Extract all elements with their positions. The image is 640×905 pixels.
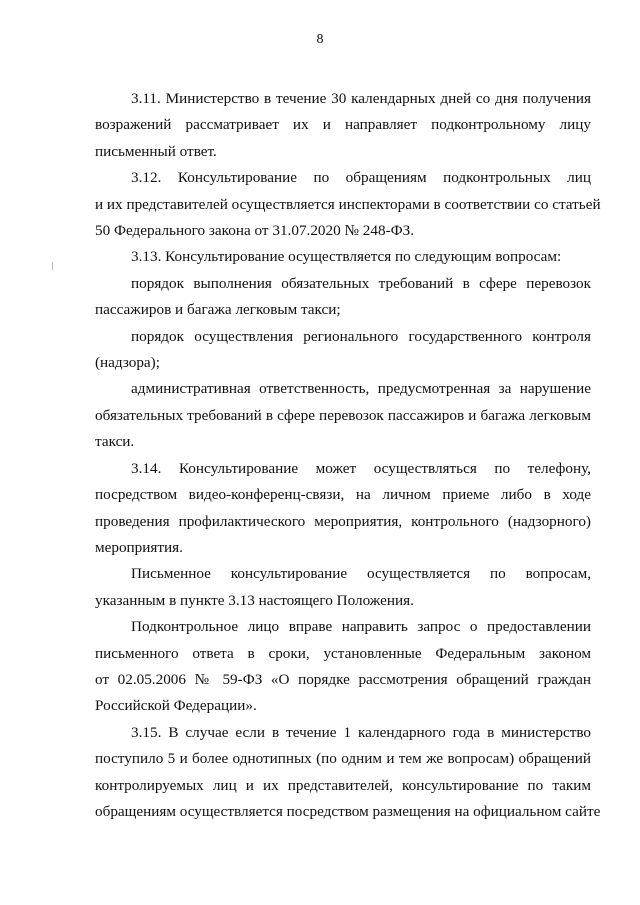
text-line: и их представителей осуществляется инспекторами в соответствии со статьей [95, 195, 601, 213]
text-line: 3.15. В случае если в течение 1 календарного года в министерство [131, 723, 591, 741]
text-line: 3.14. Консультирование может осуществляться по телефону, [131, 459, 591, 477]
paragraph-3-13-item-1 [95, 271, 591, 324]
text-line: поступило 5 и более однотипных (по одним и тем же вопросам) обращений [95, 750, 591, 768]
paragraph-3-12 [95, 165, 601, 244]
text-line: обязательных требований в сфере перевозок пассажиров и багажа легковым [95, 406, 591, 424]
page-number: 8 [316, 32, 324, 47]
text-line: Письменное консультирование осуществляется по вопросам, [131, 565, 591, 583]
paragraph-3-13-item-2 [95, 324, 591, 377]
text-line: 50 Федерального закона от 31.07.2020 № 248-ФЗ. [95, 222, 415, 240]
text-line: проведения профилактического мероприятия, контрольного (надзорного) [95, 512, 591, 530]
text-line: письменного ответа в сроки, установленные Федеральным законом [95, 644, 591, 662]
paragraph-3-13 [95, 244, 591, 270]
text-line: 3.12. Консультирование по обращениям подконтрольных лиц [131, 169, 591, 187]
margin-scan-mark [52, 262, 53, 270]
text-line: Российской Федерации». [95, 697, 257, 715]
text-line: порядок выполнения обязательных требований в сфере перевозок [131, 274, 591, 292]
text-line: мероприятия. [95, 538, 183, 556]
text-line: от 02.05.2006 № 59-ФЗ «О порядке рассмотрения обращений граждан [95, 670, 591, 688]
text-line: возражений рассматривает их и направляет подконтрольному лицу [95, 116, 591, 134]
text-line: обращениям осуществляется посредством размещения на официальном сайте [95, 802, 601, 820]
text-line: указанным в пункте 3.13 настоящего Положения. [95, 591, 414, 609]
text-line: контролируемых лиц и их представителей, консультирование по таким [95, 776, 591, 794]
text-line: пассажиров и багажа легковым такси; [95, 301, 341, 319]
text-line: такси. [95, 433, 135, 451]
paragraph-3-15 [95, 720, 601, 826]
paragraph-3-14 [95, 456, 591, 562]
text-line: посредством видео-конференц-связи, на личном приеме либо в ходе [95, 486, 591, 504]
paragraph-3-13-item-3 [95, 376, 591, 455]
document-body [95, 86, 601, 825]
paragraph-written-consulting [95, 561, 591, 614]
paragraph-request [95, 614, 591, 720]
text-line: административная ответственность, предусмотренная за нарушение [131, 380, 591, 398]
text-line: 3.11. Министерство в течение 30 календарных дней со дня получения [131, 90, 591, 107]
text-line: порядок осуществления регионального государственного контроля [131, 327, 591, 345]
text-line: 3.13. Консультирование осуществляется по следующим вопросам: [131, 248, 562, 266]
text-line: Подконтрольное лицо вправе направить запрос о предоставлении [131, 618, 591, 636]
paragraph-3-11 [95, 86, 591, 165]
text-line: (надзора); [95, 354, 160, 372]
text-line: письменный ответ. [95, 142, 217, 160]
